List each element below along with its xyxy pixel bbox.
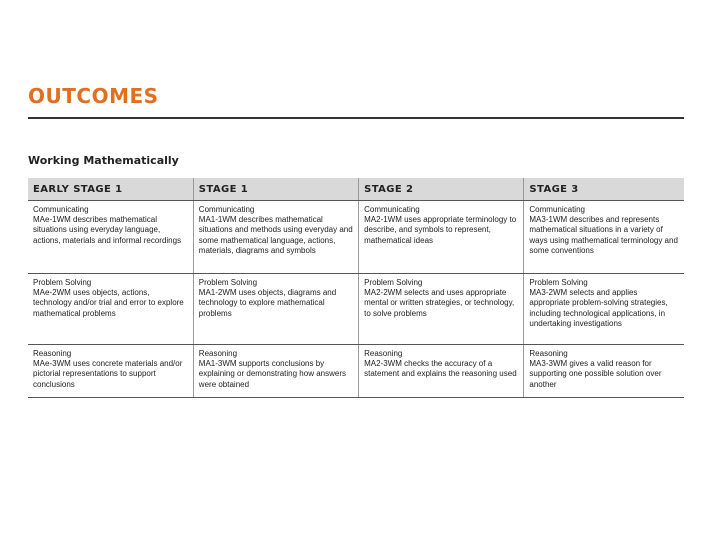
table-cell [359,201,524,274]
column-header-stage-2: STAGE 2 [359,178,524,201]
cell-text: MA3-1WM describes and represents mathematical situations in a variety of ways using mathematical terminology and some conventions [529,215,678,255]
cell-title: Reasoning [529,349,568,358]
cell-text: MAe-2WM uses objects, actions, technology and/or trial and error to explore mathematical problems [33,288,184,318]
table-cell [524,274,684,345]
column-header-stage-3: STAGE 3 [524,178,684,201]
cell-text: MAe-1WM describes mathematical situations using everyday language, actions, materials and informal recordings [33,215,182,245]
section-heading: Working Mathematically [28,154,179,167]
table-cell [359,345,524,398]
table-row-reasoning [28,345,684,398]
cell-title: Communicating [529,205,585,214]
table-cell [193,345,358,398]
table-row-problem-solving [28,274,684,345]
table-cell [524,345,684,398]
cell-title: Problem Solving [198,278,258,287]
table-cell [193,274,358,345]
table-header-row [28,178,684,201]
cell-text: MA3-2WM selects and applies appropriate problem-solving strategies, including technological applications, in undertaking investigations [529,288,668,328]
table-cell [359,274,524,345]
cell-text: MA3-3WM gives a valid reason for supporting one possible solution over another [529,359,662,389]
cell-text: MA1-3WM supports conclusions by explaining or demonstrating how answers were obtained [198,359,346,389]
cell-title: Communicating [198,205,255,214]
cell-text: MA1-1WM describes mathematical situations and methods using everyday and some mathematical language, actions, materials, diagrams and symbols [198,215,353,255]
cell-title: Communicating [364,205,420,214]
cell-title: Problem Solving [33,278,92,287]
table-cell [28,274,193,345]
table-cell [524,201,684,274]
table-row-communicating [28,201,684,274]
column-header-stage-1: STAGE 1 [193,178,358,201]
page-title: OUTCOMES [28,84,159,108]
column-header-early-stage-1: EARLY STAGE 1 [28,178,193,201]
title-divider [28,117,684,119]
cell-text: MA2-3WM checks the accuracy of a statement and explains the reasoning used [364,359,517,379]
cell-text: MA2-1WM uses appropriate terminology to describe, and symbols to represent, mathematical ideas [364,215,517,245]
cell-title: Reasoning [364,349,403,358]
outcomes-table [28,178,684,398]
cell-title: Reasoning [198,349,238,358]
cell-text: MA2-2WM selects and uses appropriate mental or written strategies, or technology, to solve problems [364,288,515,318]
cell-title: Reasoning [33,349,72,358]
cell-title: Communicating [33,205,89,214]
cell-text: MA1-2WM uses objects, diagrams and technology to explore mathematical problems [198,288,337,318]
cell-title: Problem Solving [364,278,423,287]
cell-title: Problem Solving [529,278,588,287]
table-cell [28,201,193,274]
cell-text: MAe-3WM uses concrete materials and/or pictorial representations to support conclusions [33,359,183,389]
table-cell [193,201,358,274]
table-cell [28,345,193,398]
